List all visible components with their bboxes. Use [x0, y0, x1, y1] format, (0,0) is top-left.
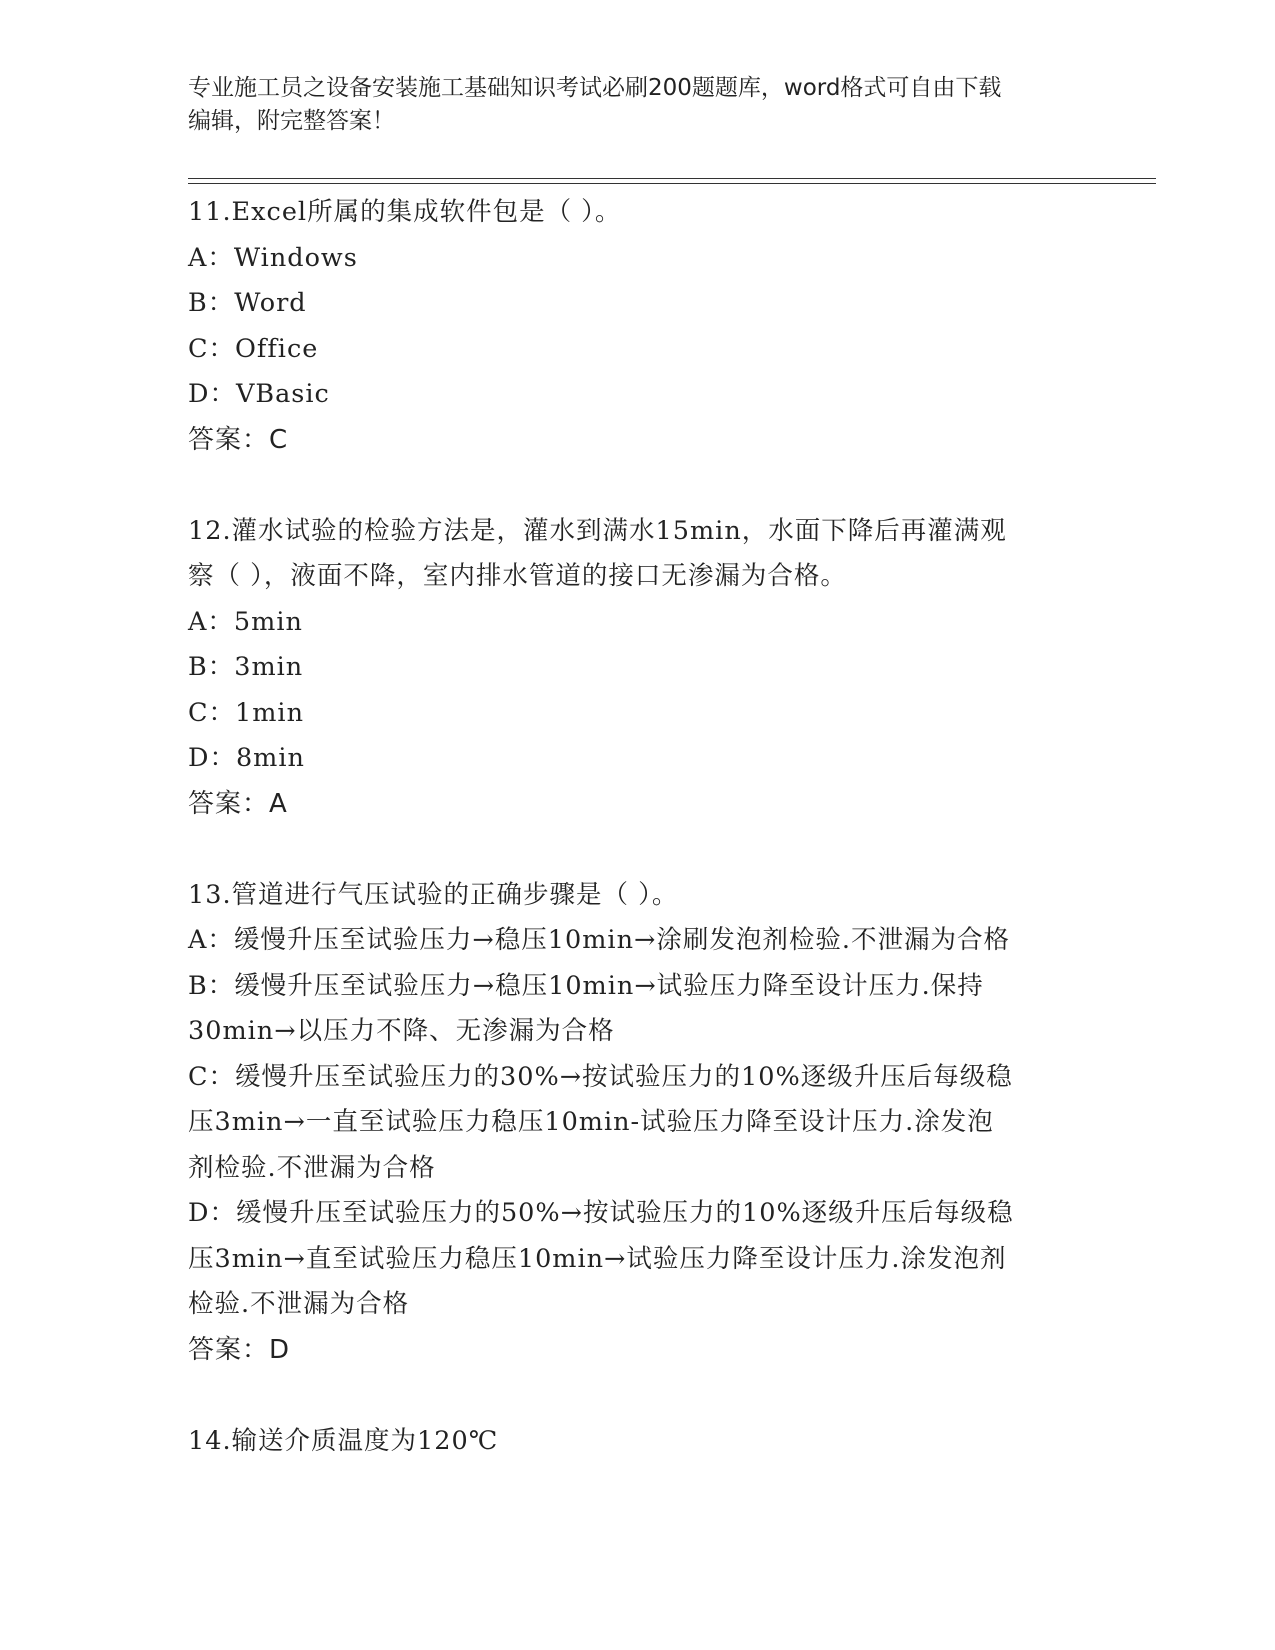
option-b: B：Word — [188, 288, 307, 318]
answer: 答案：C — [188, 424, 289, 455]
question-stem: 11.Excel所属的集成软件包是（ ）。 — [188, 197, 622, 227]
document-header — [188, 72, 1068, 138]
option-b: B：3min — [188, 652, 304, 682]
answer: 答案：A — [188, 788, 288, 819]
question-stem: 13.管道进行气压试验的正确步骤是（ ）。 — [188, 879, 679, 910]
question-14 — [188, 1419, 1088, 1465]
question-11 — [188, 190, 1088, 463]
option-b-cont: 30min→以压力不降、无渗漏为合格 — [188, 1016, 615, 1046]
question-list — [188, 190, 1088, 1464]
answer: 答案：D — [188, 1334, 291, 1365]
option-c: C：Office — [188, 333, 319, 364]
option-d: D：8min — [188, 743, 305, 773]
option-c: C：缓慢升压至试验压力的30%→按试验压力的10%逐级升压后每级稳 — [188, 1061, 1013, 1092]
option-d: D：VBasic — [188, 379, 330, 409]
question-stem: 14.输送介质温度为120℃ — [188, 1425, 499, 1456]
header-divider-bottom — [188, 183, 1156, 184]
question-12 — [188, 509, 1088, 828]
question-stem-cont: 察（ ），液面不降，室内排水管道的接口无渗漏为合格。 — [188, 561, 847, 591]
question-13 — [188, 873, 1088, 1374]
question-stem: 12.灌水试验的检验方法是，灌水到满水15min，水面下降后再灌满观 — [188, 515, 1007, 546]
option-d: D：缓慢升压至试验压力的50%→按试验压力的10%逐级升压后每级稳 — [188, 1198, 1014, 1228]
header-line-1: 专业施工员之设备安装施工基础知识考试必刷200题题库，word格式可自由下载 — [188, 75, 1002, 101]
option-c-cont: 剂检验.不泄漏为合格 — [188, 1152, 436, 1183]
option-c-cont: 压3min→一直至试验压力稳压10min-试验压力降至设计压力.涂发泡 — [188, 1107, 994, 1137]
header-line-2: 编辑，附完整答案！ — [188, 108, 395, 134]
option-c: C：1min — [188, 697, 304, 728]
option-b: B：缓慢升压至试验压力→稳压10min→试验压力降至设计压力.保持 — [188, 970, 984, 1001]
option-a: A：缓慢升压至试验压力→稳压10min→涂刷发泡剂检验.不泄漏为合格 — [188, 925, 1010, 955]
option-d-cont: 检验.不泄漏为合格 — [188, 1289, 410, 1319]
option-a: A：5min — [188, 606, 303, 637]
option-d-cont: 压3min→直至试验压力稳压10min→试验压力降至设计压力.涂发泡剂 — [188, 1243, 1007, 1274]
option-a: A：Windows — [188, 242, 358, 273]
header-divider-top — [188, 178, 1156, 179]
